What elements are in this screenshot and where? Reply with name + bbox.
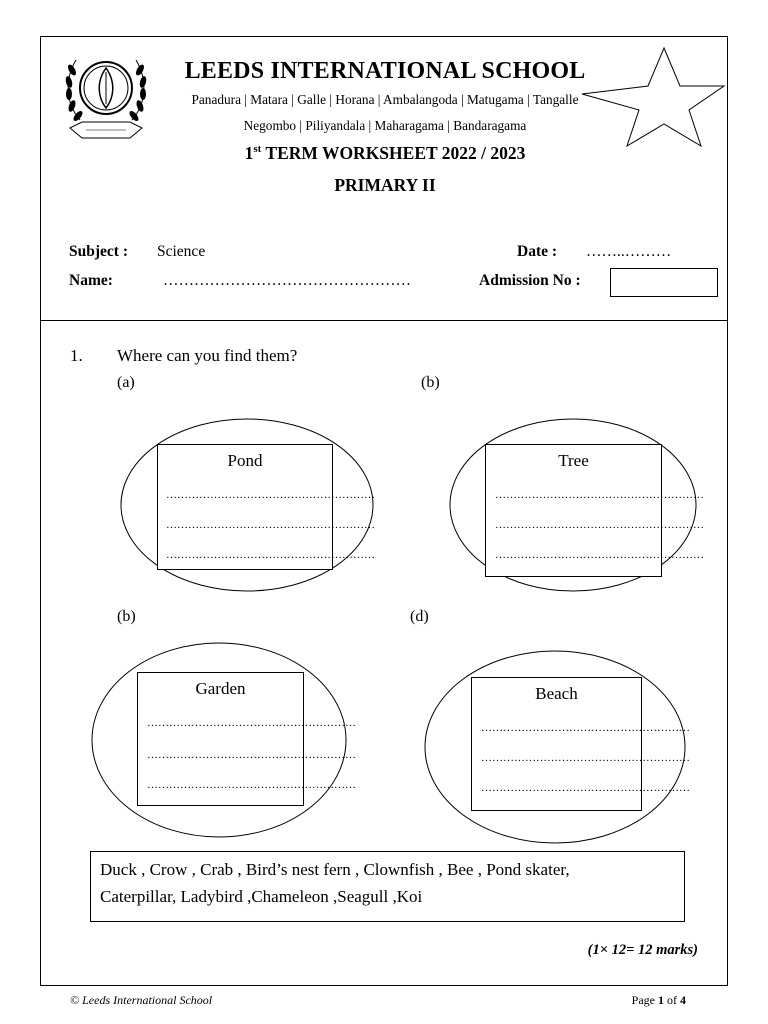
word-bank-line-1: Duck , Crow , Crab , Bird’s nest fern , Clownfish , Bee , Pond skater,: [100, 860, 570, 879]
question-text: Where can you find them?: [117, 346, 298, 365]
answer-line[interactable]: …………………………………………………: [481, 752, 690, 764]
habitat-card-tree: [449, 418, 704, 592]
habitat-answer-box: [485, 444, 704, 577]
habitat-card-garden: [91, 642, 356, 838]
name-label: Name:: [69, 272, 113, 289]
answer-line[interactable]: …………………………………………………: [166, 489, 375, 501]
page-number: Page 1 of 4: [631, 993, 686, 1007]
habitat-card-pond: [120, 418, 374, 592]
admission-label: Admission No :: [479, 272, 581, 289]
answer-line[interactable]: …………………………………………………: [166, 549, 375, 561]
word-bank: [90, 851, 685, 922]
footer-copyright: © Leeds International School: [70, 993, 213, 1007]
habitat-label: Tree: [558, 451, 589, 470]
habitat-card-beach: [424, 650, 690, 844]
answer-line[interactable]: …………………………………………………: [147, 779, 356, 791]
worksheet-title: 1st TERM WORKSHEET 2022 / 2023: [244, 143, 526, 163]
subject-label: Subject :: [69, 243, 128, 260]
marks-allocation: (1× 12= 12 marks): [587, 942, 698, 958]
answer-line[interactable]: …………………………………………………: [495, 549, 704, 561]
habitat-tag-a: (a): [117, 374, 135, 391]
admission-number-field[interactable]: [610, 268, 718, 297]
habitat-tag-c: (b): [117, 608, 136, 625]
answer-line[interactable]: …………………………………………………: [166, 519, 375, 531]
grade-title: PRIMARY II: [334, 175, 436, 195]
habitat-tag-d: (d): [410, 608, 429, 625]
answer-line[interactable]: …………………………………………………: [147, 717, 356, 729]
header-divider: [40, 320, 728, 321]
habitat-label: Garden: [195, 679, 246, 698]
answer-line[interactable]: …………………………………………………: [495, 519, 704, 531]
branch-list-line-2: Negombo | Piliyandala | Maharagama | Bandaragama: [243, 118, 527, 133]
answer-line[interactable]: …………………………………………………: [147, 749, 356, 761]
name-field[interactable]: …………………………………………: [163, 272, 411, 289]
habitat-label: Pond: [227, 451, 263, 470]
habitat-answer-box: [157, 444, 375, 570]
answer-line[interactable]: …………………………………………………: [495, 489, 704, 501]
branch-list-line-1: Panadura | Matara | Galle | Horana | Ambalangoda | Matugama | Tangalle: [191, 92, 579, 107]
answer-line[interactable]: …………………………………………………: [481, 782, 690, 794]
question-number: 1.: [70, 346, 83, 365]
subject-value: Science: [157, 243, 206, 260]
habitat-answer-box: [471, 677, 690, 811]
date-field[interactable]: ……..………: [586, 243, 672, 260]
school-crest-icon: [60, 42, 152, 152]
habitat-answer-box: [137, 672, 356, 806]
habitat-tag-b: (b): [421, 374, 440, 391]
habitat-label: Beach: [535, 684, 578, 703]
word-bank-line-2: Caterpillar, Ladybird ,Chameleon ,Seagull ,Koi: [100, 887, 423, 906]
school-name: LEEDS INTERNATIONAL SCHOOL: [184, 58, 586, 84]
date-label: Date :: [517, 243, 558, 260]
answer-line[interactable]: …………………………………………………: [481, 722, 690, 734]
